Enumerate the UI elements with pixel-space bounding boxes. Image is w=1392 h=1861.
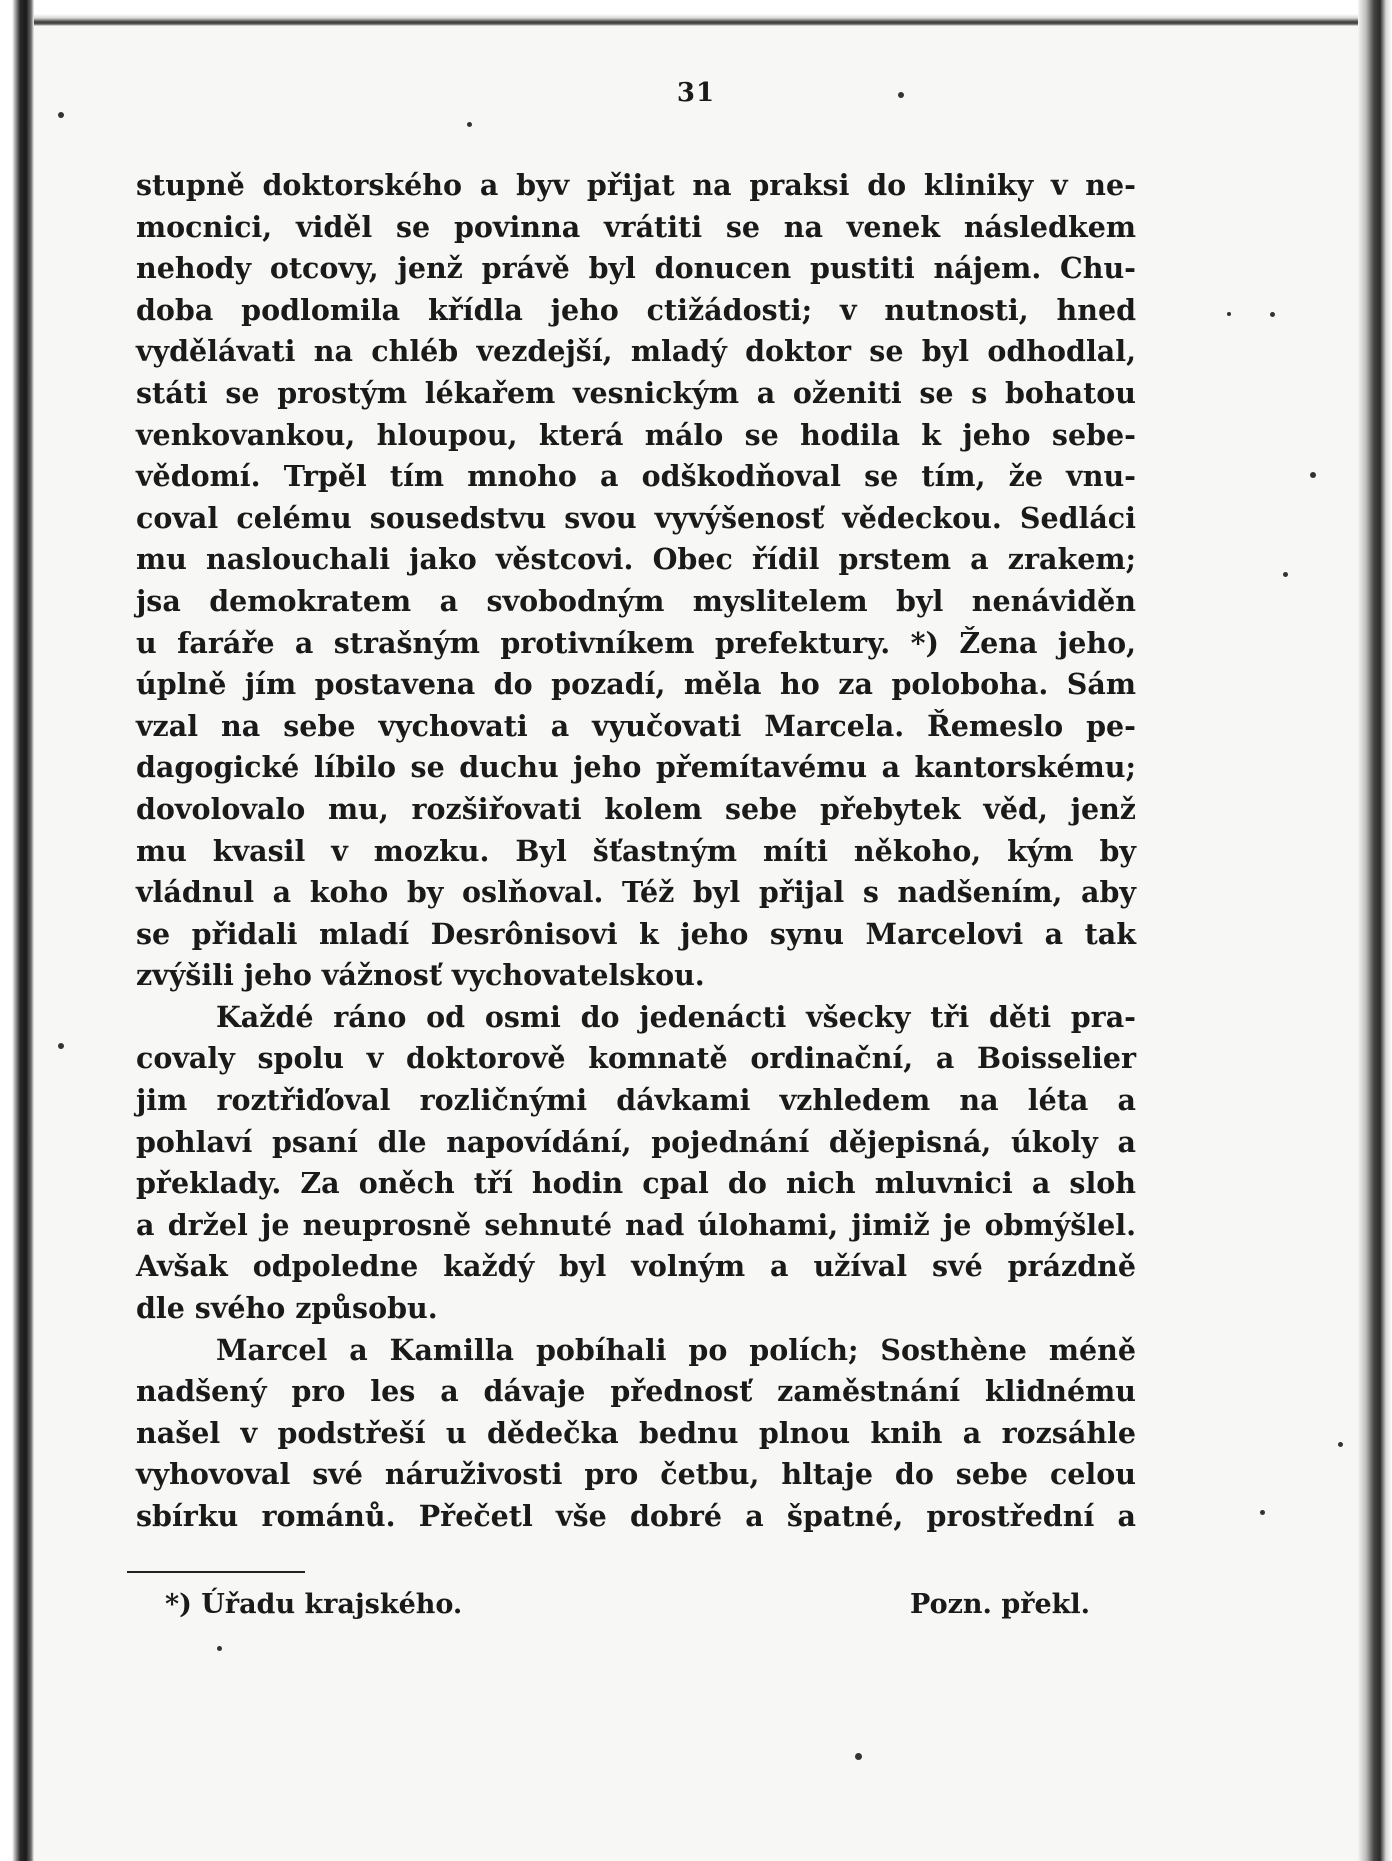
text-line: státi se prostým lékařem vesnickým a oženiti se s bohatou: [136, 375, 1136, 410]
body-text: [136, 165, 1136, 1538]
text-line: překlady. Za oněch tří hodin cpal do nich mluvnici a sloh: [136, 1166, 1136, 1201]
scan-edge-top: [0, 0, 1392, 26]
text-line: vzal na sebe vychovati a vyučovati Marcela. Řemeslo pe-: [136, 708, 1136, 743]
text-line: se přidali mladí Desrônisovi k jeho synu Marcelovi a tak: [136, 916, 1136, 951]
text-line: dagogické líbilo se duchu jeho přemítavému a kantorskému;: [136, 750, 1136, 785]
text-line: Každé ráno od osmi do jedenácti všecky tři děti pra-: [216, 999, 1136, 1034]
text-line: coval celému sousedstvu svou vyvýšenosť vědeckou. Sedláci: [136, 500, 1136, 535]
footnote: [165, 1585, 1090, 1625]
translator-note: Pozn. překl.: [910, 1589, 1090, 1620]
scan-speck: [58, 112, 64, 118]
text-line: venkovankou, hloupou, která málo se hodila k jeho sebe-: [136, 417, 1136, 452]
text-line: mu naslouchali jako věstcovi. Obec řídil prstem a zrakem;: [136, 542, 1136, 577]
footnote-separator: [127, 1571, 305, 1573]
scan-speck: [217, 1646, 222, 1651]
scan-edge-right: [1358, 0, 1392, 1861]
scan-speck: [1283, 572, 1288, 577]
scan-speck: [1270, 312, 1275, 317]
text-line: a držel je neuprosně sehnuté nad úlohami, jimiž je obmýšlel.: [136, 1207, 1136, 1242]
text-line: jim roztřiďoval rozličnými dávkami vzhledem na léta a: [136, 1083, 1136, 1118]
text-line: zvýšili jeho vážnosť vychovatelskou.: [136, 958, 705, 993]
scan-speck: [1310, 472, 1316, 478]
text-line: sbírku románů. Přečetl vše dobré a špatné, prostřední a: [136, 1499, 1136, 1533]
text-line: jsa demokratem a svobodným myslitelem byl nenáviděn: [136, 583, 1136, 618]
text-line: stupně doktorského a byv přijat na praksi do kliniky v ne-: [136, 168, 1136, 202]
scan-speck: [1260, 1510, 1265, 1515]
text-line: vyhovoval své náruživosti pro četbu, hltaje do sebe celou: [136, 1457, 1136, 1492]
text-line: dle svého způsobu.: [136, 1291, 438, 1326]
scan-speck: [467, 122, 472, 127]
text-line: vládnul a koho by oslňoval. Též byl přijal s nadšením, aby: [136, 875, 1136, 910]
scan-speck: [1338, 1442, 1343, 1447]
text-line: pohlaví psaní dle napovídání, pojednání dějepisná, úkoly a: [136, 1124, 1136, 1159]
text-line: dovolovalo mu, rozšiřovati kolem sebe přebytek věd, jenž: [136, 791, 1136, 826]
scan-speck: [1227, 312, 1231, 316]
scan-edge-left: [0, 0, 34, 1861]
text-line: vědomí. Trpěl tím mnoho a odškodňoval se tím, že vnu-: [136, 459, 1136, 494]
text-line: mu kvasil v mozku. Byl šťastným míti někoho, kým by: [136, 833, 1136, 868]
text-line: vydělávati na chléb vezdejší, mladý doktor se byl odhodlal,: [136, 334, 1136, 369]
text-line: nadšený pro les a dávaje přednosť zaměstnání klidnému: [136, 1374, 1136, 1409]
text-line: Marcel a Kamilla pobíhali po polích; Sosthène méně: [216, 1332, 1136, 1367]
text-line: covaly spolu v doktorově komnatě ordinační, a Boisselier: [136, 1041, 1136, 1076]
text-line: úplně jím postavena do pozadí, měla ho za poloboha. Sám: [136, 667, 1136, 702]
page-number: 31: [676, 78, 716, 108]
scan-speck: [58, 1043, 64, 1049]
text-line: Avšak odpoledne každý byl volným a užíval své prázdně: [136, 1249, 1136, 1284]
text-line: mocnici, viděl se povinna vrátiti se na venek následkem: [136, 209, 1136, 244]
scan-speck: [855, 1753, 862, 1760]
footnote-text: *) Úřadu krajského.: [165, 1589, 463, 1620]
text-line: u faráře a strašným protivníkem prefektury. *) Žena jeho,: [136, 625, 1136, 660]
text-line: našel v podstřeší u dědečka bednu plnou knih a rozsáhle: [136, 1415, 1136, 1450]
text-line: nehody otcovy, jenž právě byl donucen pustiti nájem. Chu-: [136, 251, 1136, 286]
text-line: doba podlomila křídla jeho ctižádosti; v nutnosti, hned: [136, 292, 1136, 327]
